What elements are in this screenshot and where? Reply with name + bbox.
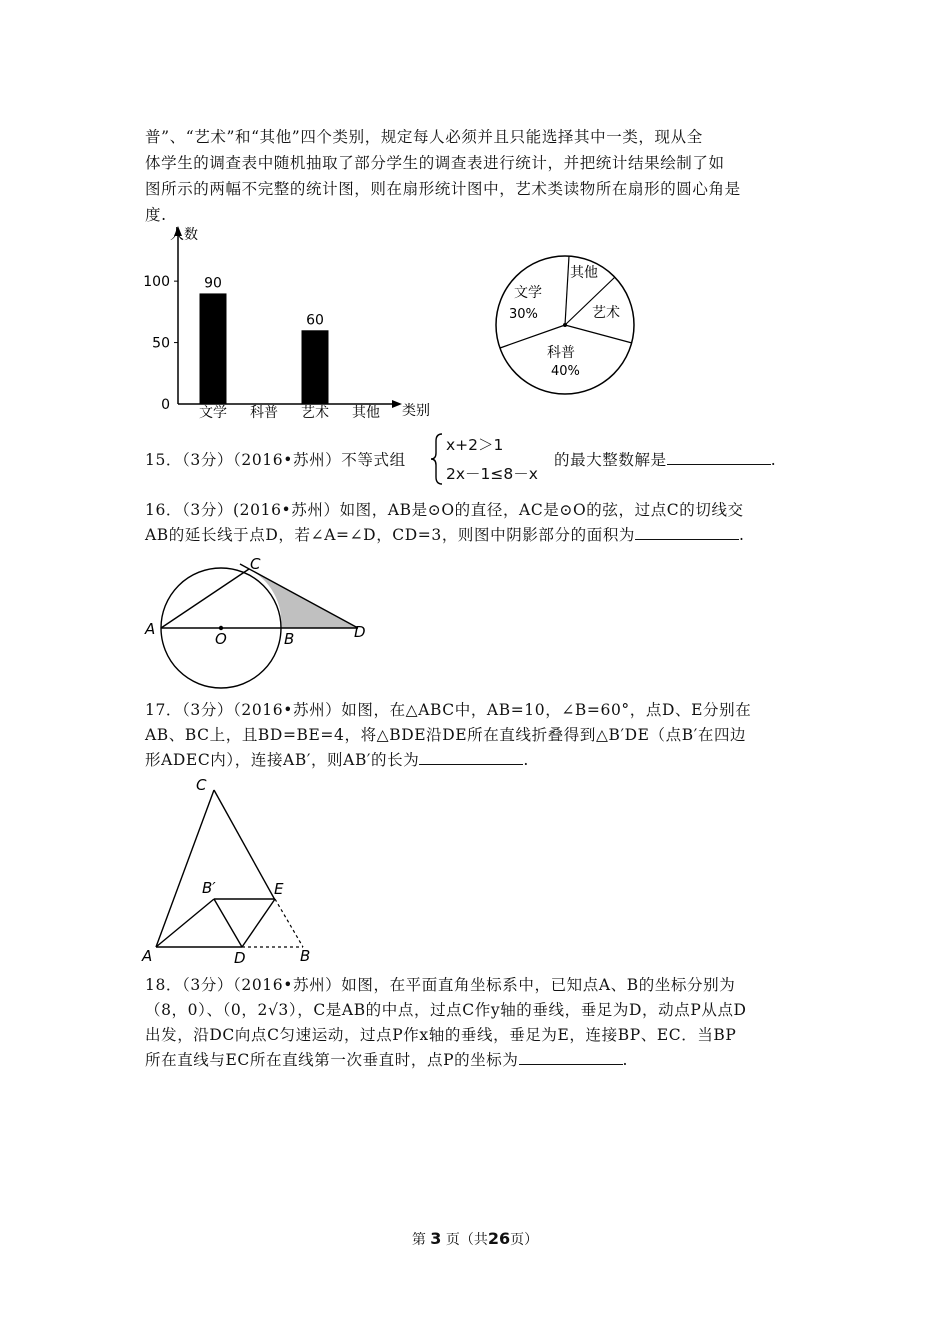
segment-de	[242, 899, 275, 947]
footer-page-number: 3	[430, 1229, 442, 1248]
label-a: A	[145, 620, 156, 638]
pie-percent-wenxue: 30%	[509, 307, 538, 322]
q18-line-2: （8，0）、（0，2√3），C是AB的中点，过点C作y轴的垂线，垂足为D，动点P从点D	[145, 1001, 747, 1019]
intro-line-3: 图所示的两幅不完整的统计图，则在扇形统计图中，艺术类读物所在扇形的圆心角是	[145, 180, 741, 198]
bar-value-label: 60	[306, 312, 324, 329]
page-footer	[0, 1229, 950, 1249]
dashed-eb	[275, 899, 303, 947]
pie-divider-3	[565, 325, 632, 343]
q16-answer-blank	[635, 525, 739, 540]
circle-figure	[140, 552, 380, 692]
bar-chart	[130, 222, 450, 427]
q17-line-1: 17．（3分）（2016•苏州）如图，在△ABC中，AB=10，∠B=60°，点D、E分别在	[145, 701, 752, 719]
x-category-label: 科普	[250, 405, 278, 421]
brace-icon	[430, 431, 444, 487]
pie-label-kepu: 科普	[547, 345, 575, 361]
label-d: D	[234, 949, 246, 967]
intro-line-1: 普”、“艺术”和“其他”四个类别，规定每人必须并且只能选择其中一类，现从全	[145, 128, 703, 146]
x-category-label: 文学	[199, 405, 227, 421]
q18-answer-blank	[519, 1050, 623, 1065]
x-axis-arrow	[392, 400, 402, 408]
y-tick-label: 50	[152, 335, 170, 352]
pie-center	[563, 323, 567, 327]
label-b-prime: B′	[202, 879, 216, 897]
q18-line-3: 出发，沿DC向点C匀速运动，过点P作x轴的垂线，垂足为E，连接BP、EC．当BP	[145, 1026, 737, 1044]
q18-line-4: 所在直线与EC所在直线第一次垂直时，点P的坐标为 .	[145, 1051, 629, 1069]
x-category-label: 其他	[352, 405, 380, 421]
footer-suffix: 页）	[510, 1232, 539, 1248]
pie-divider-1	[565, 256, 569, 325]
segment-b-prime-d	[214, 899, 242, 947]
inequality-system	[430, 431, 560, 487]
q16-line-1: 16．（3分）(2016•苏州）如图，AB是⊙O的直径，AC是⊙O的弦，过点C的切线交	[145, 501, 744, 519]
label-b: B	[284, 630, 295, 648]
label-c: C	[196, 776, 207, 794]
label-c: C	[250, 555, 261, 573]
label-e: E	[274, 880, 284, 898]
side-ce	[214, 790, 275, 900]
q16-line-2: AB的延长线于点D，若∠A=∠D，CD=3，则图中阴影部分的面积为 .	[145, 526, 745, 544]
x-axis-label: 类别	[402, 403, 430, 419]
label-d: D	[354, 623, 366, 641]
footer-total-pages: 26	[487, 1229, 511, 1248]
q17-line-2: AB、BC上，且BD=BE=4，将△BDE沿DE所在直线折叠得到△B′DE（点B′在四边	[145, 726, 747, 744]
bar	[200, 293, 227, 404]
y-tick-label: 100	[143, 274, 170, 291]
q15-suffix: 的最大整数解是	[554, 451, 667, 469]
q17-line-3-text: 形ADEC内），连接AB′，则AB′的长为	[145, 751, 420, 769]
q18-line-4-text: 所在直线与EC所在直线第一次垂直时，点P的坐标为	[145, 1051, 519, 1069]
q17-line-3: 形ADEC内），连接AB′，则AB′的长为 .	[145, 751, 529, 769]
label-a: A	[142, 947, 153, 965]
footer-prefix: 第	[411, 1232, 426, 1248]
intro-line-4: 度.	[145, 206, 167, 224]
q16-line-2-text: AB的延长线于点D，若∠A=∠D，CD=3，则图中阴影部分的面积为	[145, 526, 636, 544]
y-tick-label: 0	[161, 397, 170, 413]
label-o: O	[215, 630, 227, 648]
footer-mid: 页（共	[445, 1232, 488, 1248]
pie-label-wenxue: 文学	[514, 285, 542, 301]
inequality-2: 2x－1≤8－x	[446, 465, 538, 483]
triangle-figure	[140, 772, 330, 972]
intro-line-2: 体学生的调查表中随机抽取了部分学生的调查表进行统计，并把统计结果绘制了如	[145, 154, 725, 172]
label-b: B	[300, 947, 311, 965]
q15-prefix: 15．（3分）（2016•苏州）不等式组	[145, 451, 406, 469]
pie-percent-kepu: 40%	[551, 364, 580, 379]
y-axis-label: 人数	[170, 227, 198, 243]
pie-label-qita: 其他	[570, 265, 598, 281]
q18-line-1: 18．（3分）（2016•苏州）如图，在平面直角坐标系中，已知点A、B的坐标分别为	[145, 976, 736, 994]
q15-suffix-line: 的最大整数解是 .	[554, 451, 777, 469]
x-category-label: 艺术	[301, 405, 329, 421]
bar	[302, 330, 329, 404]
inequality-1: x+2＞1	[446, 436, 504, 454]
q15-answer-blank	[667, 450, 771, 465]
pie-label-yishu: 艺术	[592, 305, 620, 321]
bar-value-label: 90	[204, 275, 222, 292]
pie-chart	[490, 250, 640, 400]
chord-ac	[161, 569, 249, 628]
q17-answer-blank	[419, 750, 523, 765]
